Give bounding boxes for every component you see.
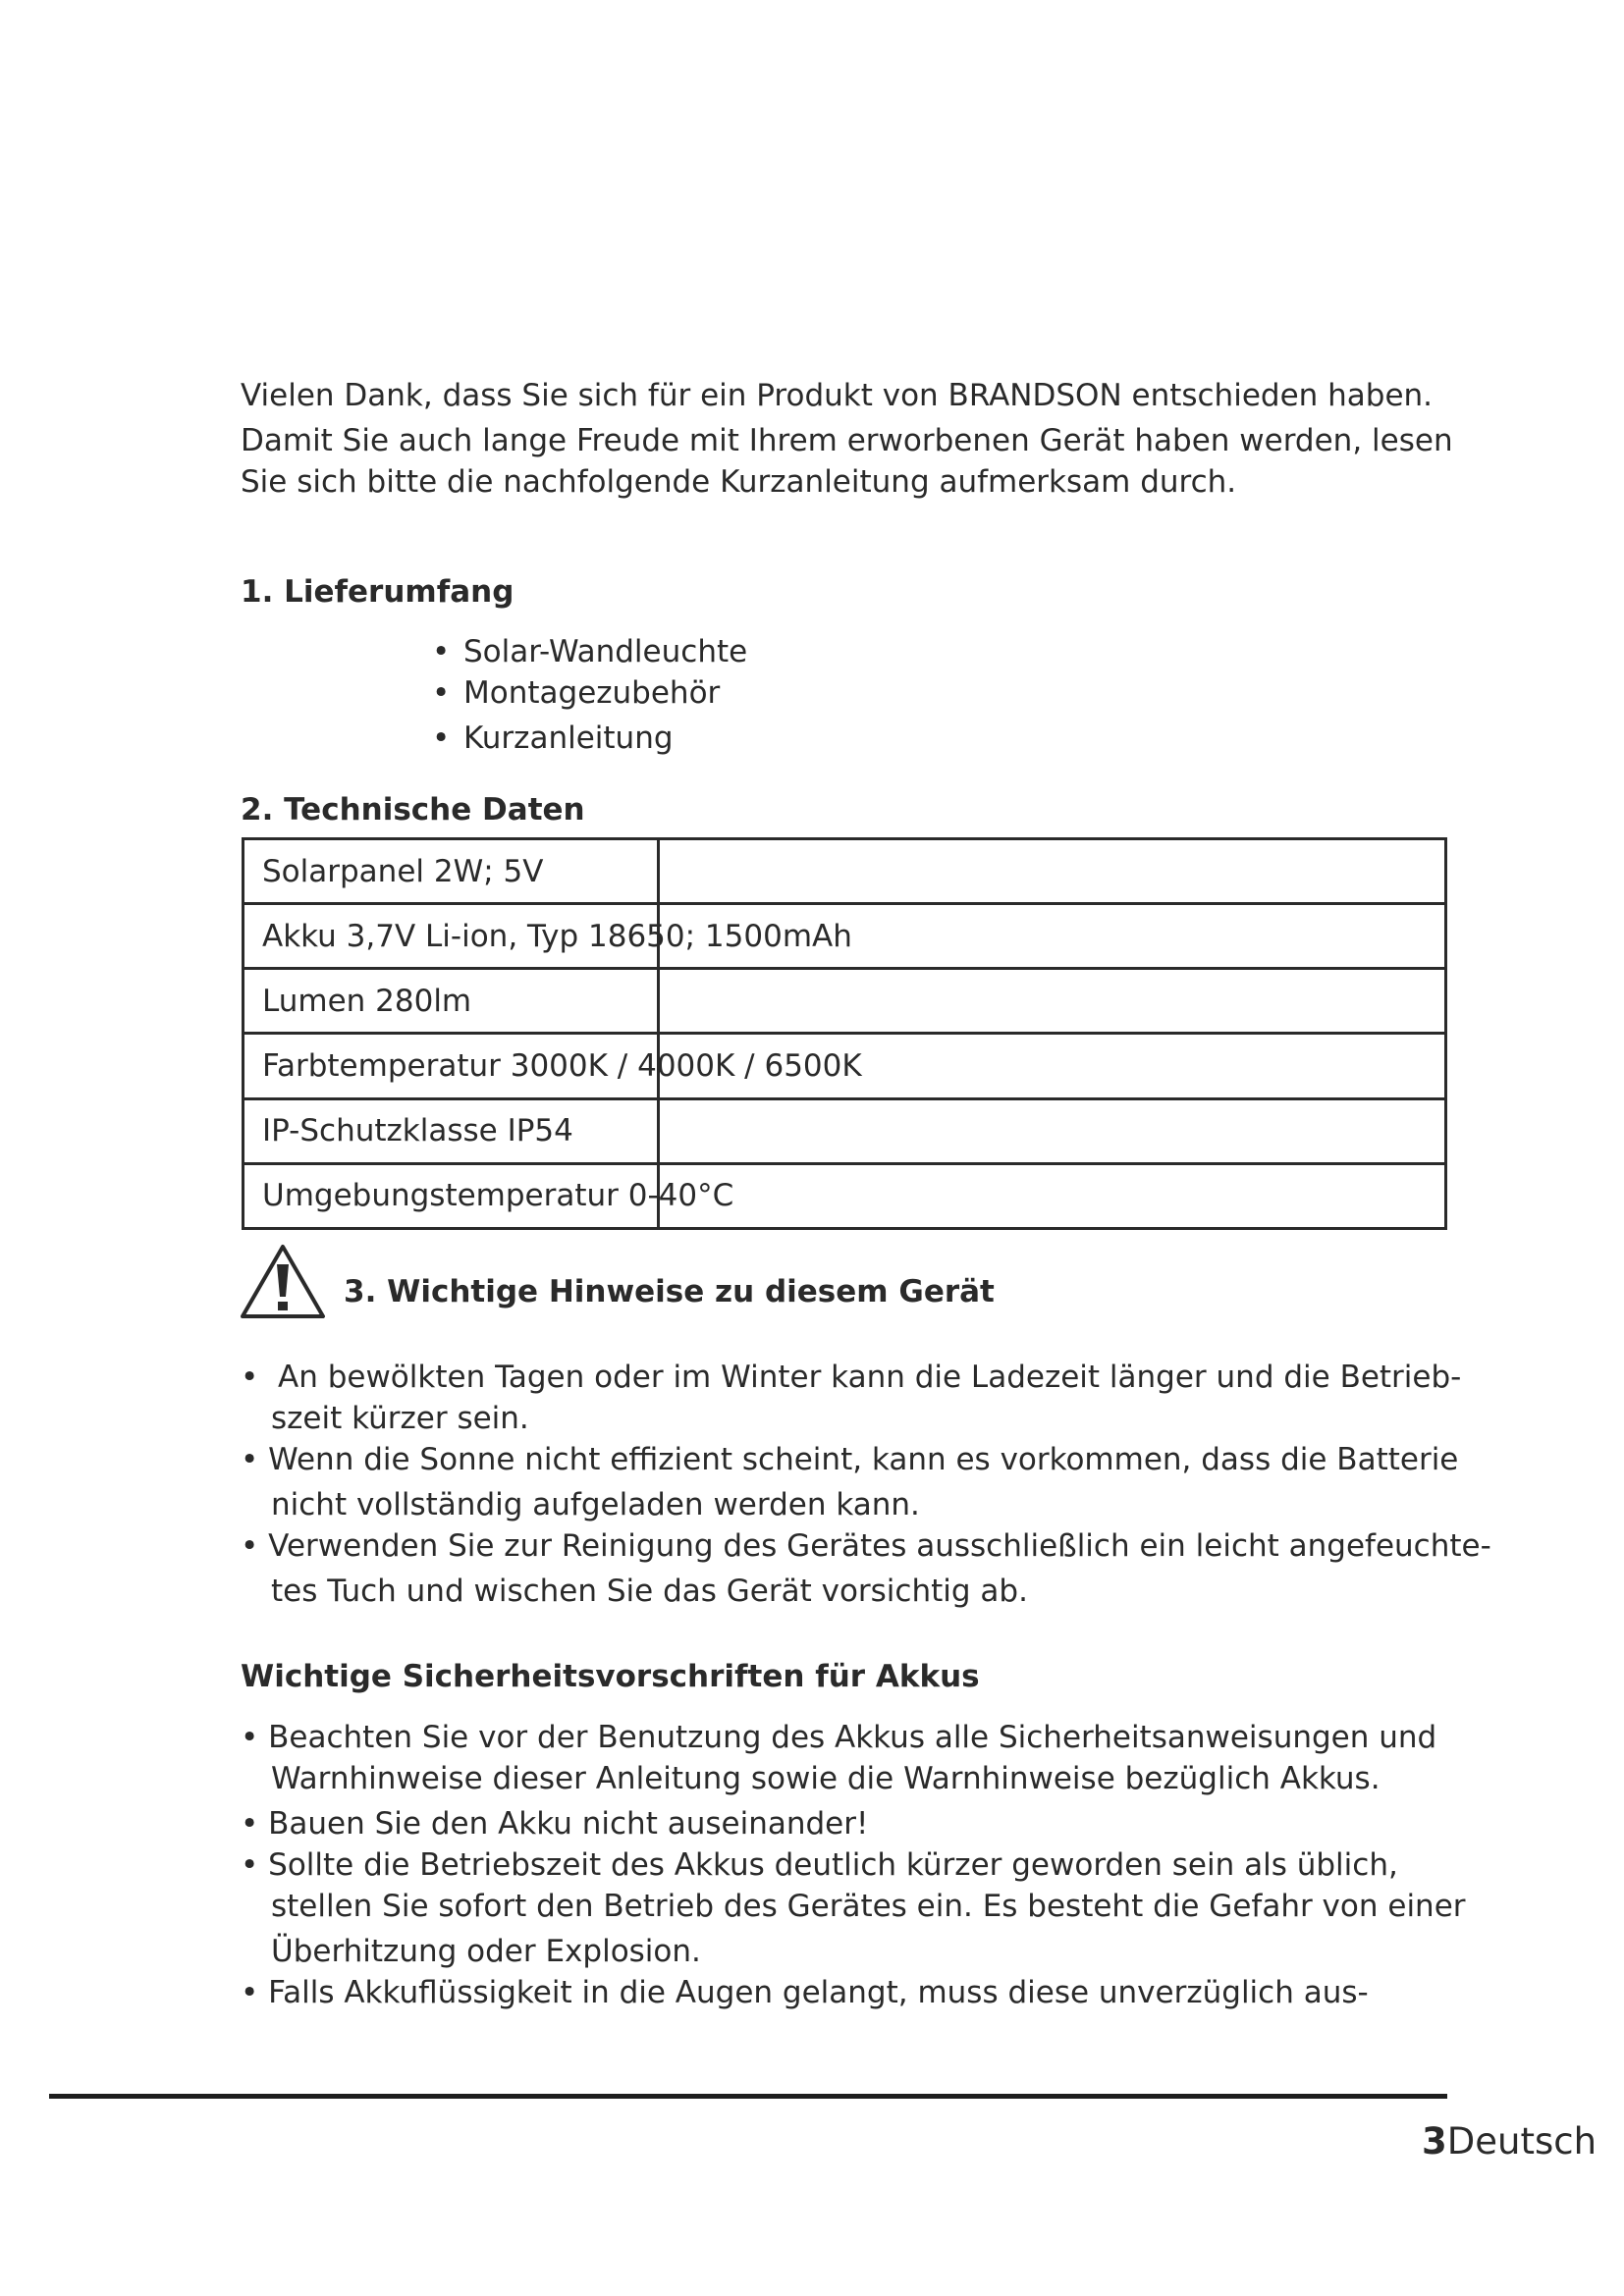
list-item-continuation: Warnhinweise dieser Anleitung sowie die Warnhinweise bezüglich Akkus.	[271, 1761, 1380, 1796]
list-item: • Bauen Sie den Akku nicht auseinander!	[241, 1806, 869, 1842]
list-item-continuation: nicht vollständig aufgeladen werden kann.	[271, 1487, 920, 1522]
page-footer	[1422, 2120, 1597, 2163]
spec-cell-empty	[659, 969, 1446, 1034]
list-item-text: Montagezubehör	[463, 675, 721, 711]
list-item	[432, 634, 747, 670]
intro-line: Vielen Dank, dass Sie sich für ein Produkt von BRANDSON entschieden haben.	[241, 378, 1434, 413]
list-item-text: Bauen Sie den Akku nicht auseinander!	[268, 1806, 869, 1842]
list-item-text: Solar-Wandleuchte	[463, 634, 748, 669]
list-item-text: Beachten Sie vor der Benutzung des Akkus alle Sicherheitsanweisungen und	[268, 1720, 1437, 1755]
list-item: • Verwenden Sie zur Reinigung des Gerätes ausschließlich ein leicht angefeuchte-	[241, 1528, 1491, 1564]
spec-cell: IP-Schutzklasse IP54	[244, 1098, 659, 1163]
intro-line: Damit Sie auch lange Freude mit Ihrem erworbenen Gerät haben werden, lesen	[241, 423, 1453, 458]
list-item-text: Wenn die Sonne nicht effizient scheint, kann es vorkommen, dass die Batterie	[268, 1442, 1459, 1477]
list-item: • Sollte die Betriebszeit des Akkus deutlich kürzer geworden sein als üblich,	[241, 1847, 1398, 1883]
section-heading-sicherheitsvorschriften: Wichtige Sicherheitsvorschriften für Akkus	[241, 1659, 980, 1694]
section-heading-wichtige-hinweise: 3. Wichtige Hinweise zu diesem Gerät	[344, 1274, 995, 1309]
list-item-text: An bewölkten Tagen oder im Winter kann die Ladezeit länger und die Betrieb-	[278, 1360, 1462, 1395]
list-item	[432, 721, 674, 757]
list-item-text: Verwenden Sie zur Reinigung des Gerätes ausschließlich ein leicht angefeuchte-	[268, 1528, 1491, 1564]
spec-cell: Akku 3,7V Li-ion, Typ 18650; 1500mAh	[244, 904, 659, 969]
list-item: • Wenn die Sonne nicht effizient scheint, kann es vorkommen, dass die Batterie	[241, 1442, 1459, 1477]
table-row	[244, 904, 1446, 969]
spec-cell: Umgebungstemperatur 0-40°C	[244, 1163, 659, 1228]
list-item-continuation: Überhitzung oder Explosion.	[271, 1934, 701, 1969]
section-heading-technische-daten: 2. Technische Daten	[241, 792, 585, 828]
list-item-text: Sollte die Betriebszeit des Akkus deutlich kürzer geworden sein als üblich,	[268, 1847, 1398, 1883]
bullet-icon: •	[432, 634, 451, 669]
list-item-continuation: szeit kürzer sein.	[271, 1401, 529, 1436]
warning-triangle-icon	[240, 1243, 326, 1319]
spec-table	[242, 837, 1447, 1230]
spec-cell-empty	[659, 1163, 1446, 1228]
table-row	[244, 1034, 1446, 1098]
list-item-continuation: tes Tuch und wischen Sie das Gerät vorsichtig ab.	[271, 1574, 1028, 1609]
spec-cell: Lumen 280lm	[244, 969, 659, 1034]
section-heading-lieferumfang: 1. Lieferumfang	[241, 574, 514, 610]
list-item: • Falls Akkuflüssigkeit in die Augen gelangt, muss diese unverzüglich aus-	[241, 1975, 1369, 2010]
page-language: Deutsch	[1446, 2120, 1597, 2163]
bullet-icon: •	[432, 675, 451, 711]
table-row	[244, 1098, 1446, 1163]
list-item-text: Kurzanleitung	[463, 721, 674, 756]
list-item	[432, 675, 720, 712]
intro-line: Sie sich bitte die nachfolgende Kurzanleitung aufmerksam durch.	[241, 464, 1237, 500]
table-row	[244, 839, 1446, 904]
table-row	[244, 969, 1446, 1034]
list-item-text: Falls Akkuflüssigkeit in die Augen gelangt, muss diese unverzüglich aus-	[268, 1975, 1369, 2010]
footer-divider	[49, 2094, 1447, 2099]
bullet-icon: •	[432, 721, 451, 756]
list-item: • Beachten Sie vor der Benutzung des Akkus alle Sicherheitsanweisungen und	[241, 1720, 1437, 1755]
spec-cell-empty	[659, 1098, 1446, 1163]
table-row	[244, 1163, 1446, 1228]
list-item: • An bewölkten Tagen oder im Winter kann die Ladezeit länger und die Betrieb-	[241, 1360, 1462, 1395]
spec-cell: Solarpanel 2W; 5V	[244, 839, 659, 904]
list-item-continuation: stellen Sie sofort den Betrieb des Gerätes ein. Es besteht die Gefahr von einer	[271, 1889, 1466, 1924]
spec-cell-empty	[659, 839, 1446, 904]
spec-cell: Farbtemperatur 3000K / 4000K / 6500K	[244, 1034, 659, 1098]
page-number: 3	[1422, 2120, 1447, 2163]
